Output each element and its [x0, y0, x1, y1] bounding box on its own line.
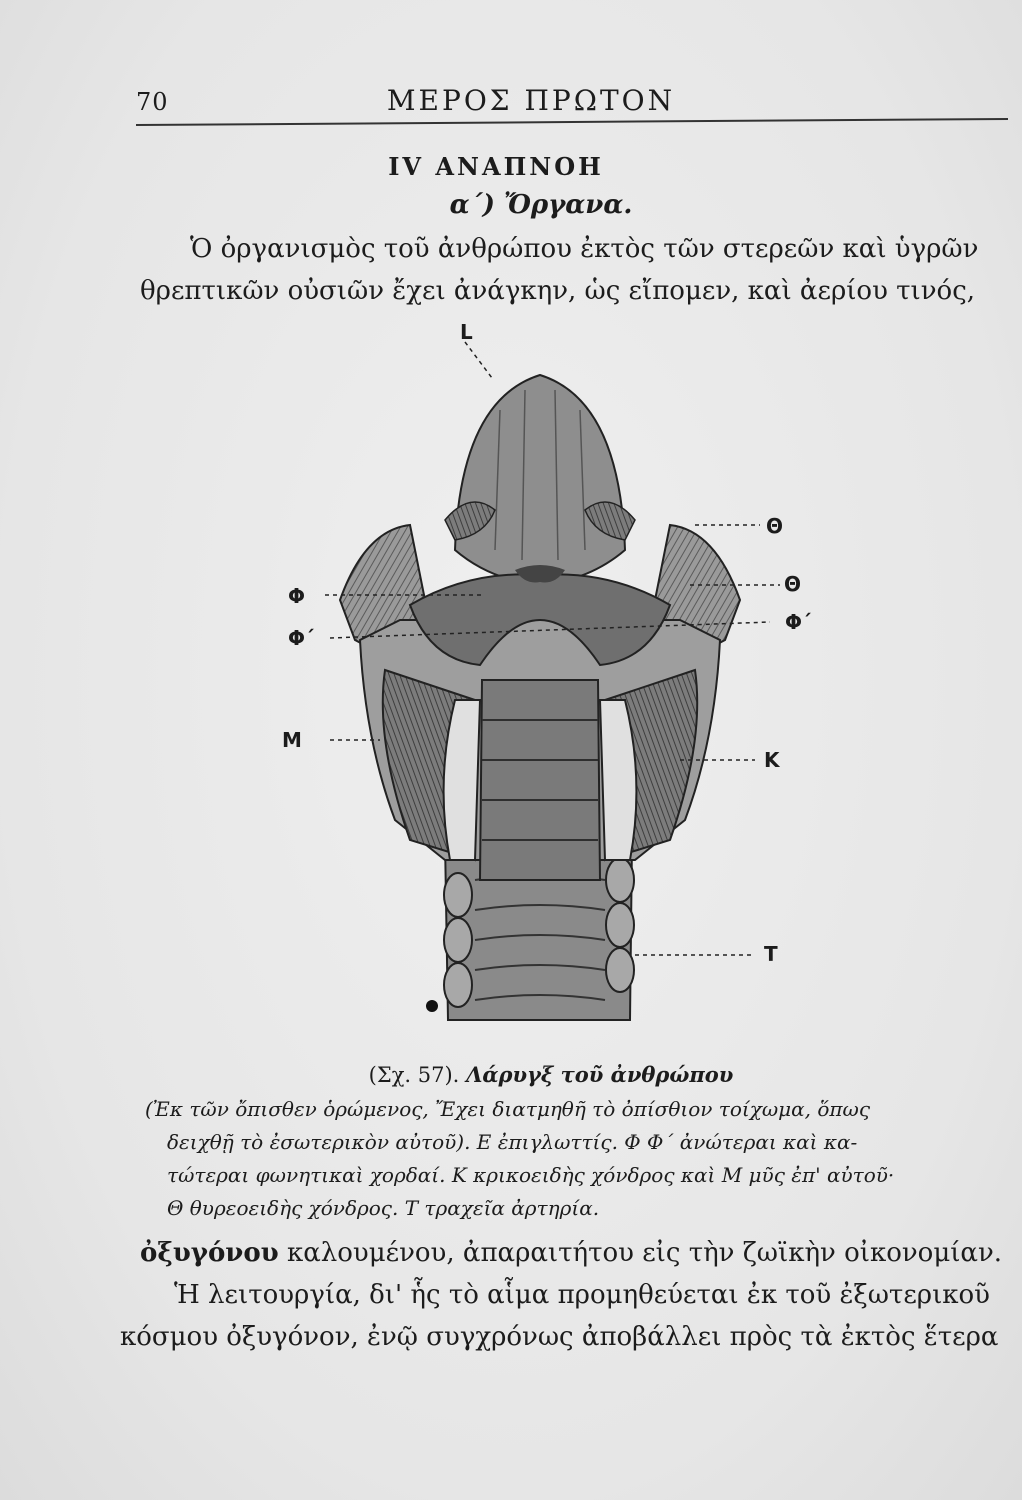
paragraph-2-line: κόσμου ὀξυγόνον, ἐνῷ συγχρόνως ἀποβάλλει πρὸς τὰ ἐκτὸς ἕτερα [120, 1322, 999, 1352]
paragraph-1 [140, 228, 1010, 312]
bold-term: ὀξυγόνου [140, 1238, 279, 1268]
page-header [0, 78, 1022, 128]
label-L: L [460, 320, 473, 344]
label-T: Τ [764, 942, 778, 966]
label-phi: Φ [288, 584, 306, 608]
label-phi-prime-left: Φ΄ [288, 626, 314, 650]
caption-line: δειχθῇ τὸ ἐσωτερικὸν αὐτοῦ). Ε ἐπιγλωττίς. Φ Φ΄ ἀνώτεραι καὶ κα- [167, 1130, 858, 1154]
paragraph-2 [120, 1232, 1010, 1358]
larynx-illustration [270, 320, 830, 1040]
figure-title: Λάρυγξ τοῦ ἀνθρώπου [466, 1062, 734, 1087]
label-theta-upper: Θ [766, 514, 784, 538]
label-M: Μ [282, 728, 302, 752]
page-number: 70 [136, 88, 169, 116]
label-theta-lower: Θ [784, 572, 802, 596]
figure-caption-title [0, 1062, 1022, 1087]
section-title: IV ΑΝΑΠΝΟΗ [388, 152, 604, 181]
paragraph-1-line: θρεπτικῶν οὐσιῶν ἔχει ἀνάγκην, ὡς εἴπομεν, καὶ ἀερίου τινός, [140, 276, 976, 306]
label-K: Κ [764, 748, 780, 772]
figure-caption-body [145, 1093, 1005, 1225]
caption-line: τώτεραι φωνητικαὶ χορδαί. Κ κρικοειδὴς χόνδρος καὶ Μ μῦς ἐπ' αὐτοῦ· [167, 1163, 895, 1187]
caption-line: (Ἐκ τῶν ὄπισθεν ὁρώμενος, Ἔχει διατμηθῆ τὸ ὀπίσθιον τοίχωμα, ὅπως [145, 1097, 871, 1121]
paragraph-1-line: Ὁ ὀργανισμὸς τοῦ ἀνθρώπου ἐκτὸς τῶν στερεῶν καὶ ὑγρῶν [190, 234, 979, 264]
paragraph-2-line: Ἡ λειτουργία, δι' ἧς τὸ αἷμα προμηθεύεται ἐκ τοῦ ἐξωτερικοῦ [174, 1280, 990, 1310]
subsection-title: α΄) Ὄργανα. [449, 190, 633, 220]
larynx-figure [270, 320, 830, 1040]
header-rule [136, 118, 1008, 126]
label-phi-prime-right: Φ΄ [785, 610, 811, 634]
running-head: ΜΕΡΟΣ ΠΡΩΤΟΝ [386, 84, 676, 117]
figure-number: (Σχ. 57). [368, 1063, 460, 1087]
caption-line: Θ θυρεοειδὴς χόνδρος. Τ τραχεῖα ἀρτηρία. [167, 1196, 600, 1220]
paragraph-2-line [140, 1232, 1010, 1274]
paragraph-2-line-rest: καλουμένου, ἀπαραιτήτου εἰς τὴν ζωϊκὴν οἰκονομίαν. [278, 1238, 1003, 1268]
